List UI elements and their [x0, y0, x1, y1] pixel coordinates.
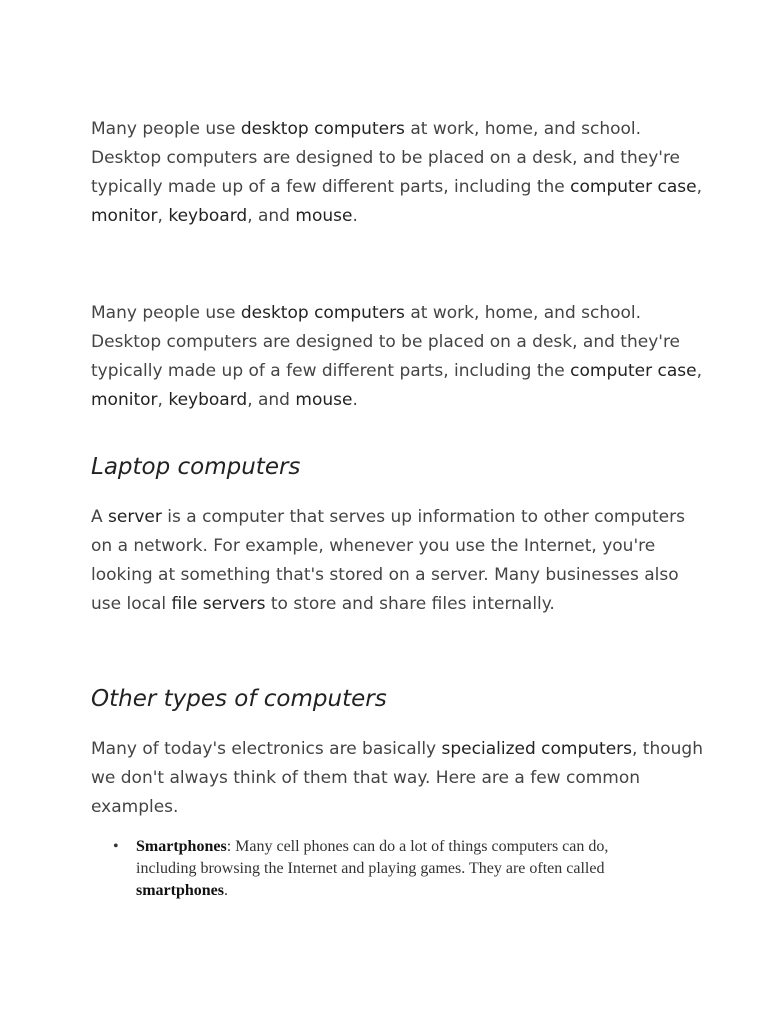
- desktop-paragraph: [91, 115, 711, 231]
- keyword-file-servers: file servers: [171, 594, 266, 614]
- specialized-computers-paragraph: [91, 735, 711, 822]
- paragraph-text: ,: [696, 177, 703, 197]
- list-item-smartphones: [113, 836, 633, 902]
- examples-list: [113, 836, 633, 902]
- term-smartphones: Smartphones: [136, 838, 227, 855]
- keyword-keyboard: keyboard: [168, 206, 248, 226]
- paragraph-text: Many people use: [91, 119, 241, 139]
- paragraph-text: ,: [157, 390, 169, 410]
- heading-other-types-of-computers: Other types of computers: [91, 686, 387, 712]
- keyword-smartphones: smartphones: [136, 882, 225, 899]
- paragraph-text: to store and share files internally.: [265, 594, 555, 614]
- keyword-desktop-computers: desktop computers: [240, 303, 405, 323]
- paragraph-text: at work, home, and school. Desktop computers are designed to be placed on a desk, and they're typically made up of a few different parts, including the: [91, 119, 681, 197]
- keyword-specialized-computers: specialized computers: [441, 739, 632, 759]
- paragraph-text: Many people use: [91, 303, 241, 323]
- keyword-mouse: mouse: [295, 206, 353, 226]
- paragraph-text: ,: [696, 361, 703, 381]
- paragraph-text: Many of today's electronics are basically: [91, 739, 442, 759]
- keyword-mouse: mouse: [295, 390, 353, 410]
- list-item-text: .: [224, 882, 229, 899]
- paragraph-text: ,: [157, 206, 169, 226]
- list-item-text: : Many cell phones can do a lot of things computers can do, including browsing the Internet and playing games. They are often called: [136, 838, 609, 877]
- paragraph-text: , and: [247, 206, 296, 226]
- keyword-keyboard: keyboard: [168, 390, 248, 410]
- server-paragraph: [91, 503, 711, 619]
- paragraph-text: .: [352, 206, 358, 226]
- paragraph-text: A: [91, 507, 109, 527]
- desktop-paragraph-repeat: [91, 299, 711, 415]
- keyword-computer-case: computer case: [570, 177, 697, 197]
- keyword-server: server: [108, 507, 162, 527]
- paragraph-text: , and: [247, 390, 296, 410]
- bullet-marker: •: [113, 838, 119, 855]
- keyword-monitor: monitor: [91, 206, 158, 226]
- keyword-computer-case: computer case: [570, 361, 697, 381]
- paragraph-text: , though we don't always think of them that way. Here are a few common examples.: [91, 739, 703, 817]
- paragraph-text: at work, home, and school. Desktop computers are designed to be placed on a desk, and they're typically made up of a few different parts, including the: [91, 303, 681, 381]
- heading-laptop-computers: Laptop computers: [91, 454, 301, 480]
- keyword-desktop-computers: desktop computers: [240, 119, 405, 139]
- paragraph-text: .: [352, 390, 358, 410]
- paragraph-text: is a computer that serves up information to other computers on a network. For example, whenever you use the Internet, you're looking at something that's stored on a server. Many businesses also use local: [91, 507, 685, 614]
- keyword-monitor: monitor: [91, 390, 158, 410]
